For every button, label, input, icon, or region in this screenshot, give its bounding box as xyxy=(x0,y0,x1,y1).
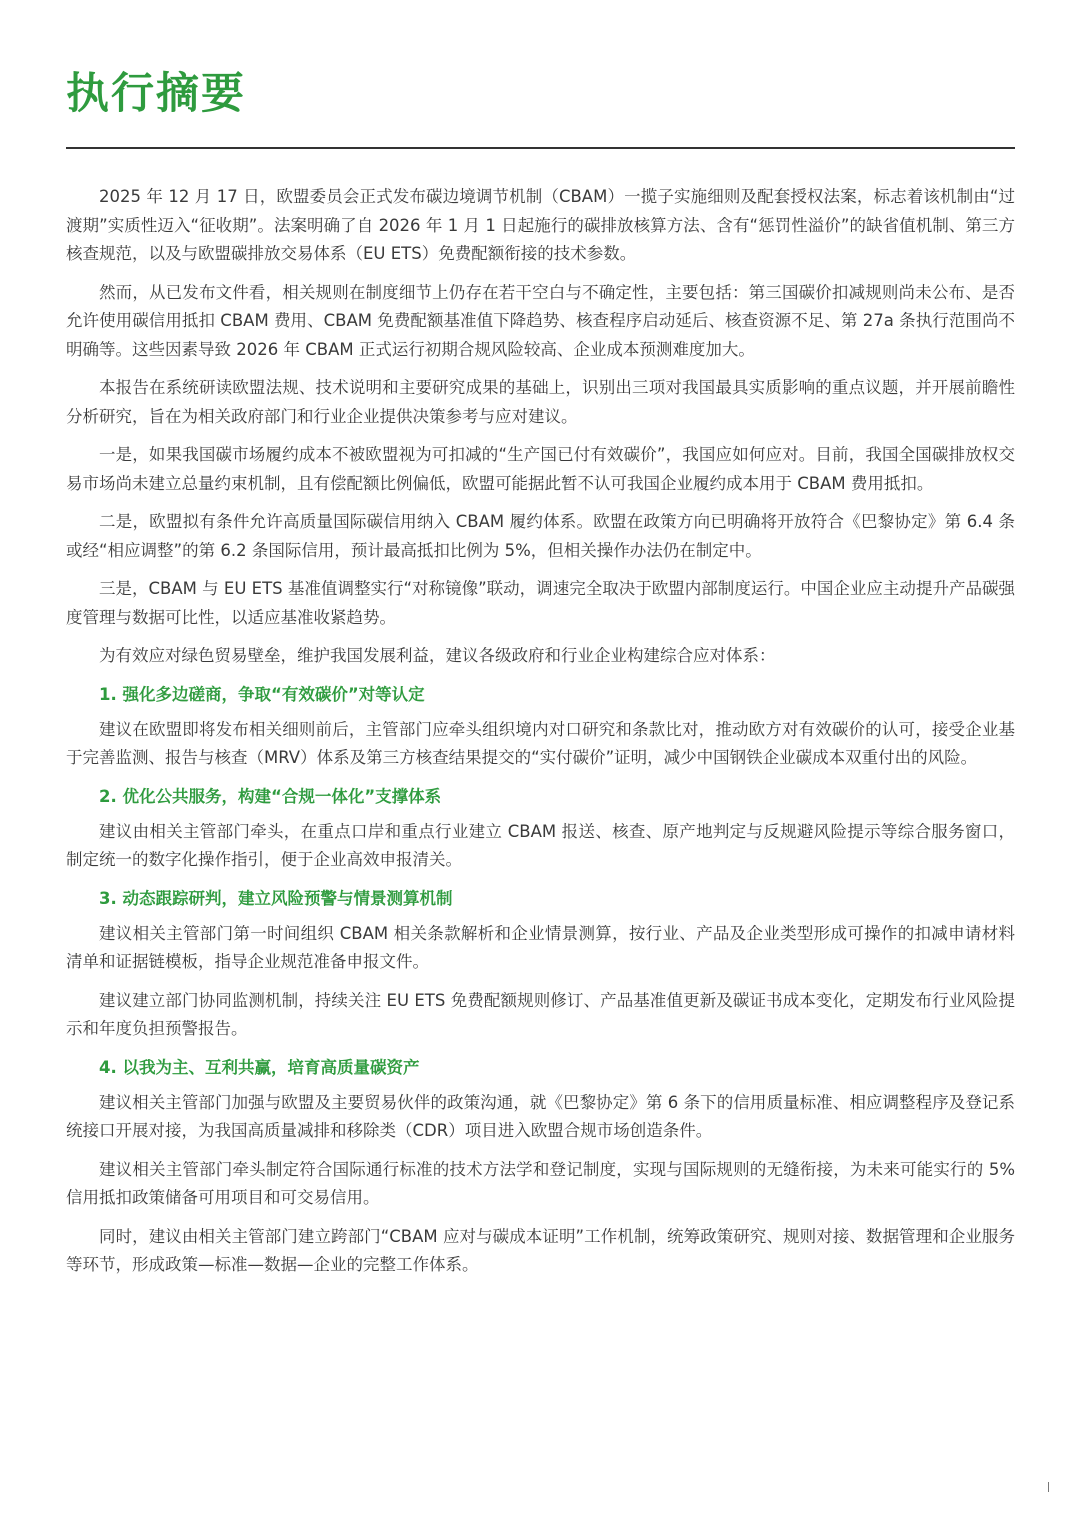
document-body xyxy=(66,183,1015,1290)
recommendation-heading: 3. 动态跟踪研判，建立风险预警与情景测算机制 xyxy=(99,888,453,908)
intro-paragraph: 然而，从已发布文件看，相关规则在制度细节上仍存在若干空白与不确定性，主要包括：第三国碳价扣减规则尚未公布、是否允许使用碳信用抵扣 CBAM 费用、CBAM 免费配额基准值下降趋势、核查程序启动延后、核查资源不足、第 27a 条执行范围尚不明确等。这些因素导致 2026 年 CBAM 正式运行初期合规风险较高、企业成本预测难度加大。 xyxy=(66,282,1015,359)
intro-paragraph: 三是，CBAM 与 EU ETS 基准值调整实行“对称镜像”联动，调速完全取决于欧盟内部制度运行。中国企业应主动提升产品碳强度管理与数据可比性，以适应基准收紧趋势。 xyxy=(66,579,1015,627)
recommendation-heading: 1. 强化多边磋商，争取“有效碳价”对等认定 xyxy=(99,684,425,704)
page-title: 执行摘要 xyxy=(66,69,246,119)
intro-paragraph: 二是，欧盟拟有条件允许高质量国际碳信用纳入 CBAM 履约体系。欧盟在政策方向已明确将开放符合《巴黎协定》第 6.4 条或经“相应调整”的第 6.2 条国际信用，预计最高抵扣比例为 5%，但相关操作办法仍在制定中。 xyxy=(66,512,1015,560)
intro-paragraph: 一是，如果我国碳市场履约成本不被欧盟视为可扣减的“生产国已付有效碳价”，我国应如何应对。目前，我国全国碳排放权交易市场尚未建立总量约束机制，且有偿配额比例偏低，欧盟可能据此暂不认可我国企业履约成本用于 CBAM 费用抵扣。 xyxy=(66,445,1015,493)
recommendation-paragraph: 建议建立部门协同监测机制，持续关注 EU ETS 免费配额规则修订、产品基准值更新及碳证书成本变化，定期发布行业风险提示和年度负担预警报告。 xyxy=(66,990,1015,1038)
recommendation-paragraph: 建议相关主管部门加强与欧盟及主要贸易伙伴的政策沟通，就《巴黎协定》第 6 条下的信用质量标准、相应调整程序及登记系统接口开展对接，为我国高质量减排和移除类（CDR）项目进入欧盟合规市场创造条件。 xyxy=(66,1092,1015,1140)
recommendation-paragraph: 建议相关主管部门牵头制定符合国际通行标准的技术方法学和登记制度，实现与国际规则的无缝衔接，为未来可能实行的 5% 信用抵扣政策储备可用项目和可交易信用。 xyxy=(66,1159,1015,1207)
recommendation-paragraph: 建议由相关主管部门牵头，在重点口岸和重点行业建立 CBAM 报送、核查、原产地判定与反规避风险提示等综合服务窗口，制定统一的数字化操作指引，便于企业高效申报清关。 xyxy=(66,821,1015,869)
recommendation-heading: 2. 优化公共服务，构建“合规一体化”支撑体系 xyxy=(99,786,442,806)
title-divider xyxy=(66,147,1015,149)
intro-paragraph: 为有效应对绿色贸易壁垒，维护我国发展利益，建议各级政府和行业企业构建综合应对体系： xyxy=(99,646,776,665)
intro-paragraph: 2025 年 12 月 17 日，欧盟委员会正式发布碳边境调节机制（CBAM）一揽子实施细则及配套授权法案，标志着该机制由“过渡期”实质性迈入“征收期”。法案明确了自 2026 年 1 月 1 日起施行的碳排放核算方法、含有“惩罚性溢价”的缺省值机制、第三方核查规范，以及与欧盟碳排放交易体系（EU ETS）免费配额衔接的技术参数。 xyxy=(66,187,1015,263)
recommendation-heading: 4. 以我为主、互利共赢，培育高质量碳资产 xyxy=(99,1057,420,1077)
recommendation-paragraph: 建议在欧盟即将发布相关细则前后，主管部门应牵头组织境内对口研究和条款比对，推动欧方对有效碳价的认可，接受企业基于完善监测、报告与核查（MRV）体系及第三方核查结果提交的“实付碳价”证明，减少中国钢铁企业碳成本双重付出的风险。 xyxy=(66,719,1015,767)
intro-paragraph: 本报告在系统研读欧盟法规、技术说明和主要研究成果的基础上，识别出三项对我国最具实质影响的重点议题，并开展前瞻性分析研究，旨在为相关政府部门和行业企业提供决策参考与应对建议。 xyxy=(66,378,1015,426)
recommendation-paragraph: 同时，建议由相关主管部门建立跨部门“CBAM 应对与碳成本证明”工作机制，统筹政策研究、规则对接、数据管理和企业服务等环节，形成政策—标准—数据—企业的完整工作体系。 xyxy=(66,1226,1015,1274)
page-edge-marker xyxy=(1048,1482,1049,1492)
recommendation-paragraph: 建议相关主管部门第一时间组织 CBAM 相关条款解析和企业情景测算，按行业、产品及企业类型形成可操作的扣减申请材料清单和证据链模板，指导企业规范准备申报文件。 xyxy=(66,923,1015,971)
